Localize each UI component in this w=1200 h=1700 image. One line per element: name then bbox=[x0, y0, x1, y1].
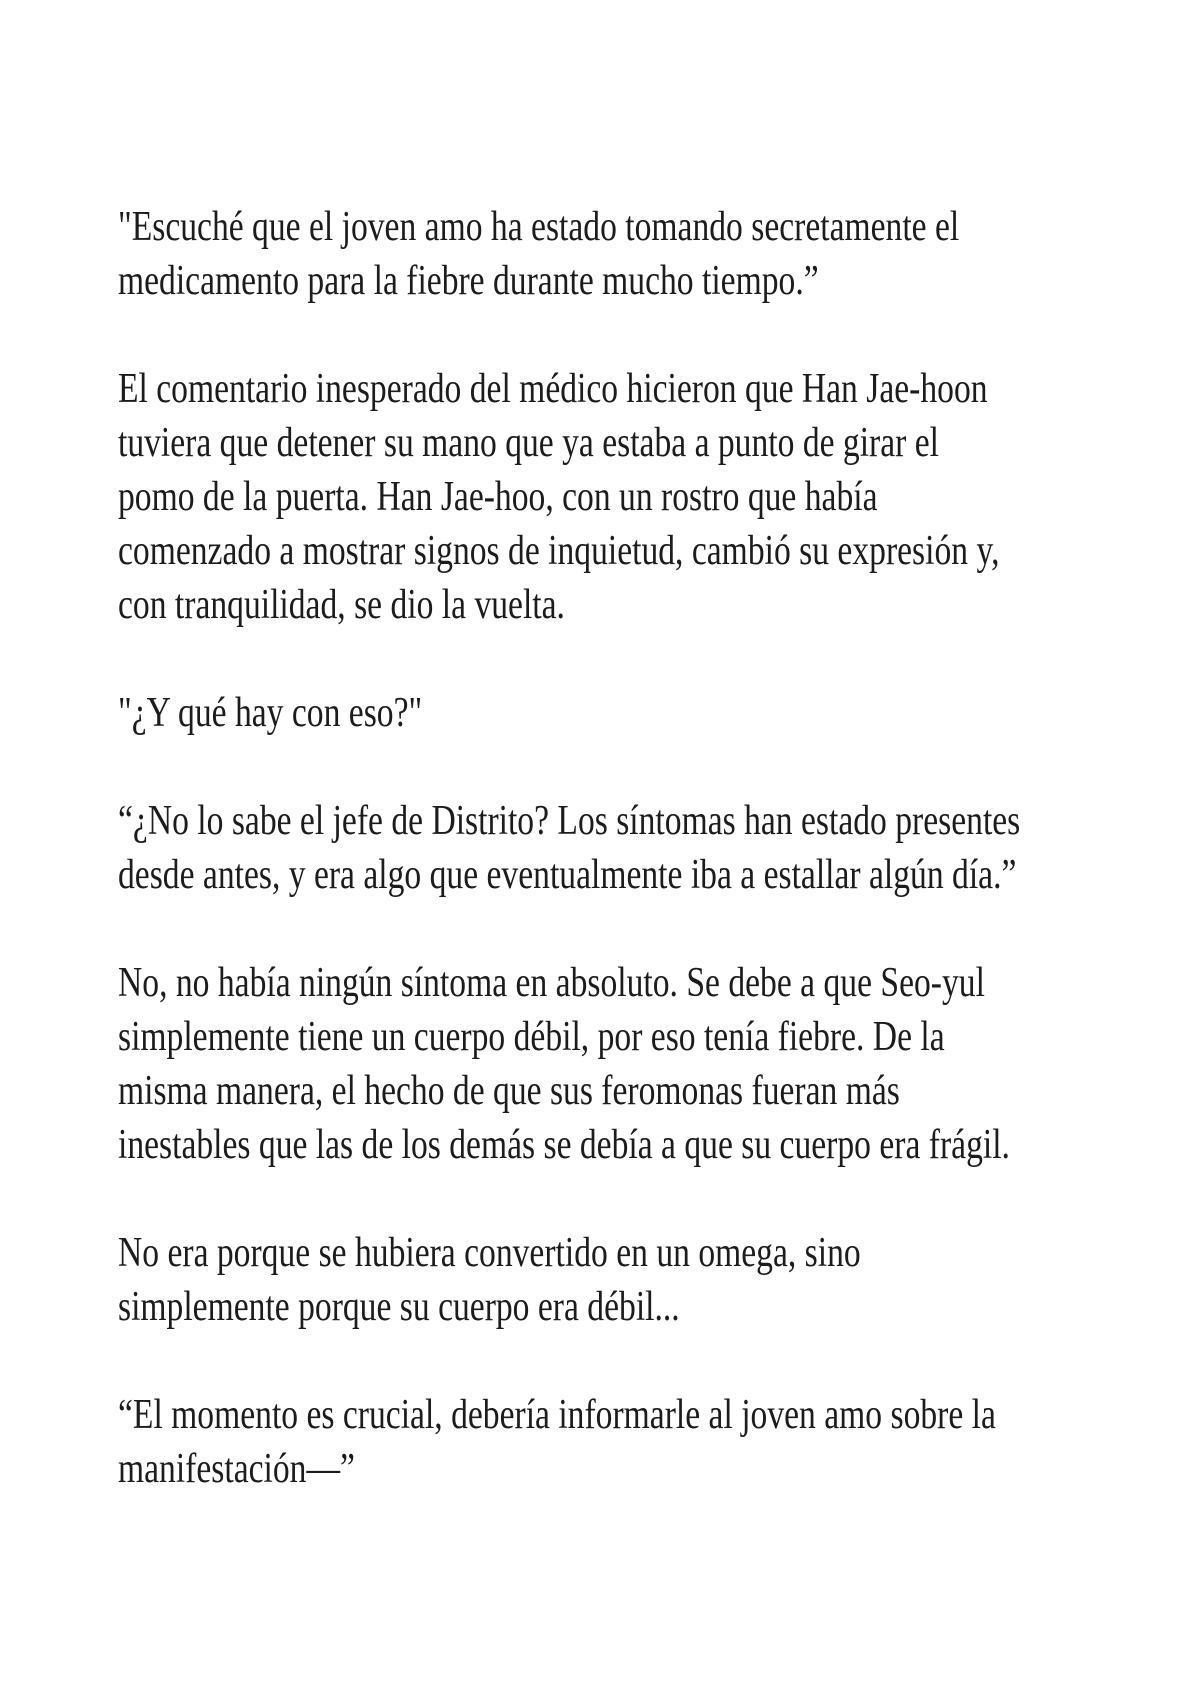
text-line: manifestación—” bbox=[118, 1446, 355, 1492]
text-line: "Escuché que el joven amo ha estado tomando secretamente el bbox=[118, 204, 960, 250]
text-line: “¿No lo sabe el jefe de Distrito? Los síntomas han estado presentes bbox=[118, 798, 1021, 844]
paragraph-dialogue-1 bbox=[118, 200, 1050, 308]
text-line: medicamento para la fiebre durante mucho tiempo.” bbox=[118, 258, 819, 304]
paragraph-narration-1 bbox=[118, 362, 1050, 632]
paragraph-narration-3 bbox=[118, 1226, 1050, 1334]
text-line: desde antes, y era algo que eventualmente iba a estallar algún día.” bbox=[118, 852, 1017, 898]
paragraph-dialogue-3 bbox=[118, 794, 1050, 902]
text-line: pomo de la puerta. Han Jae-hoo, con un rostro que había bbox=[118, 474, 878, 520]
paragraph-dialogue-2 bbox=[118, 686, 1050, 740]
text-line: tuviera que detener su mano que ya estaba a punto de girar el bbox=[118, 420, 940, 466]
paragraph-dialogue-4 bbox=[118, 1388, 1050, 1496]
text-line: comenzado a mostrar signos de inquietud, cambió su expresión y, bbox=[118, 528, 1000, 574]
novel-text-body bbox=[118, 200, 1050, 1550]
text-line: inestables que las de los demás se debía a que su cuerpo era frágil. bbox=[118, 1122, 1010, 1168]
paragraph-narration-2 bbox=[118, 956, 1050, 1172]
text-line: simplemente tiene un cuerpo débil, por eso tenía fiebre. De la bbox=[118, 1014, 945, 1060]
text-line: No era porque se hubiera convertido en un omega, sino bbox=[118, 1230, 861, 1276]
text-line: misma manera, el hecho de que sus feromonas fueran más bbox=[118, 1068, 900, 1114]
text-line: No, no había ningún síntoma en absoluto. Se debe a que Seo-yul bbox=[118, 960, 985, 1006]
text-line: "¿Y qué hay con eso?" bbox=[118, 690, 423, 736]
text-line: El comentario inesperado del médico hicieron que Han Jae-hoon bbox=[118, 366, 988, 412]
text-line: “El momento es crucial, debería informarle al joven amo sobre la bbox=[118, 1392, 996, 1438]
text-line: simplemente porque su cuerpo era débil... bbox=[118, 1284, 680, 1330]
text-line: con tranquilidad, se dio la vuelta. bbox=[118, 582, 565, 628]
